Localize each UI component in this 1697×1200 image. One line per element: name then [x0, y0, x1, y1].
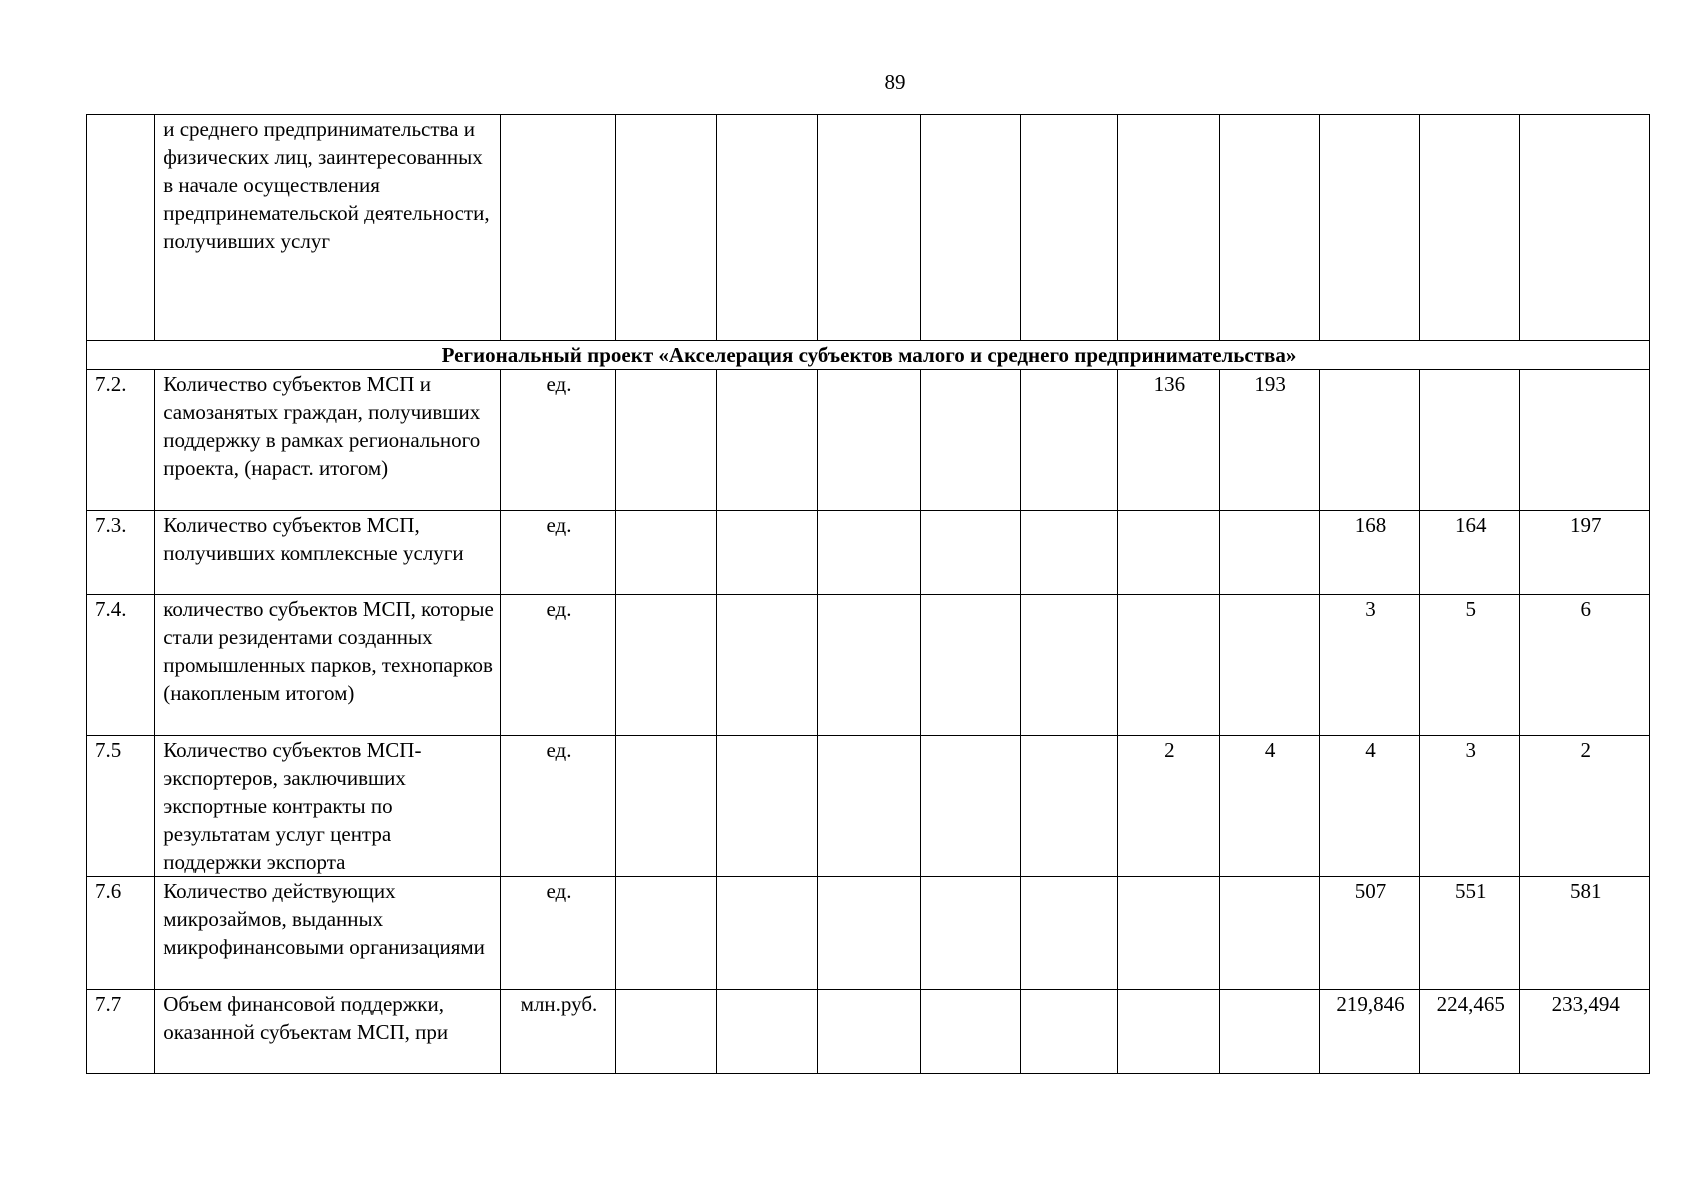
row-unit: ед.	[501, 736, 615, 877]
row-unit: ед.	[501, 370, 615, 511]
value-cell: 4	[1319, 736, 1419, 877]
value-cell: 233,494	[1520, 990, 1650, 1074]
value-cell	[615, 736, 716, 877]
row-number: 7.2.	[87, 370, 155, 511]
row-number: 7.5	[87, 736, 155, 877]
value-cell	[1118, 511, 1219, 595]
value-cell	[1319, 370, 1419, 511]
section-header-row	[87, 341, 1650, 370]
value-cell	[1020, 877, 1117, 990]
value-cell: 2	[1118, 736, 1219, 877]
value-cell: 197	[1520, 511, 1650, 595]
table-row	[87, 736, 1650, 877]
value-cell	[716, 511, 817, 595]
row-unit: млн.руб.	[501, 990, 615, 1074]
value-cell	[1219, 990, 1319, 1074]
row-unit: ед.	[501, 511, 615, 595]
row-number-cell	[87, 115, 155, 341]
value-cell	[1020, 595, 1117, 736]
value-cell: 168	[1319, 511, 1419, 595]
row-description: и среднего предпринимательства и физических лиц, заинтересованных в начале осуществления предпринемательской деятельности, получивших услуг	[155, 115, 501, 341]
value-cell	[920, 736, 1020, 877]
row-description: Количество субъектов МСП и самозанятых граждан, получивших поддержку в рамках регионального проекта, (нараст. итогом)	[155, 370, 501, 511]
value-cell	[818, 595, 920, 736]
value-cell	[716, 877, 817, 990]
value-cell	[615, 511, 716, 595]
value-cell	[1118, 990, 1219, 1074]
row-number: 7.4.	[87, 595, 155, 736]
value-cell	[920, 595, 1020, 736]
table-row	[87, 595, 1650, 736]
value-cell	[716, 595, 817, 736]
value-cell	[818, 990, 920, 1074]
value-cell	[1520, 370, 1650, 511]
value-cell: 4	[1219, 736, 1319, 877]
value-cell: 2	[1520, 736, 1650, 877]
value-cell: 5	[1420, 595, 1520, 736]
value-cell	[818, 736, 920, 877]
section-title: Региональный проект «Акселерация субъектов малого и среднего предпринимательства»	[87, 341, 1650, 370]
table-row	[87, 511, 1650, 595]
value-cell	[1020, 370, 1117, 511]
row-number: 7.6	[87, 877, 155, 990]
value-cell: 507	[1319, 877, 1419, 990]
value-cell: 551	[1420, 877, 1520, 990]
value-cell	[716, 370, 817, 511]
value-cell	[1020, 990, 1117, 1074]
value-cell	[615, 370, 716, 511]
row-description: Количество субъектов МСП, получивших комплексные услуги	[155, 511, 501, 595]
value-cell	[716, 990, 817, 1074]
value-cell	[1219, 595, 1319, 736]
value-cell: 581	[1520, 877, 1650, 990]
value-cell	[716, 736, 817, 877]
value-cell: 3	[1420, 736, 1520, 877]
row-number: 7.7	[87, 990, 155, 1074]
row-description: Количество субъектов МСП-экспортеров, заключивших экспортные контракты по результатам услуг центра поддержки экспорта	[155, 736, 501, 877]
value-cell	[1118, 877, 1219, 990]
page-number: 89	[884, 70, 906, 94]
value-cell	[615, 990, 716, 1074]
value-cell: 164	[1420, 511, 1520, 595]
table-row	[87, 990, 1650, 1074]
table-row	[87, 370, 1650, 511]
value-cell	[1020, 511, 1117, 595]
value-cell	[1219, 877, 1319, 990]
value-cell	[920, 511, 1020, 595]
value-cell	[818, 877, 920, 990]
value-cell: 224,465	[1420, 990, 1520, 1074]
value-cell	[818, 511, 920, 595]
row-description: Количество действующих микрозаймов, выданных микрофинансовыми организациями	[155, 877, 501, 990]
table-row	[87, 877, 1650, 990]
value-cell	[1420, 370, 1520, 511]
table-row-continuation	[87, 115, 1650, 341]
row-description: количество субъектов МСП, которые стали резидентами созданных промышленных парков, технопарков (накопленым итогом)	[155, 595, 501, 736]
value-cell: 219,846	[1319, 990, 1419, 1074]
row-unit: ед.	[501, 595, 615, 736]
value-cell	[1219, 511, 1319, 595]
unit-cell	[501, 115, 615, 341]
value-cell	[1020, 736, 1117, 877]
row-number: 7.3.	[87, 511, 155, 595]
row-unit: ед.	[501, 877, 615, 990]
value-cell	[615, 877, 716, 990]
value-cell	[920, 370, 1020, 511]
value-cell	[920, 877, 1020, 990]
value-cell	[920, 990, 1020, 1074]
value-cell	[818, 370, 920, 511]
value-cell: 6	[1520, 595, 1650, 736]
indicators-table	[86, 114, 1650, 1074]
row-description: Объем финансовой поддержки, оказанной субъектам МСП, при	[155, 990, 501, 1074]
value-cell	[615, 595, 716, 736]
value-cell: 193	[1219, 370, 1319, 511]
value-cell: 136	[1118, 370, 1219, 511]
value-cell: 3	[1319, 595, 1419, 736]
value-cell	[1118, 595, 1219, 736]
